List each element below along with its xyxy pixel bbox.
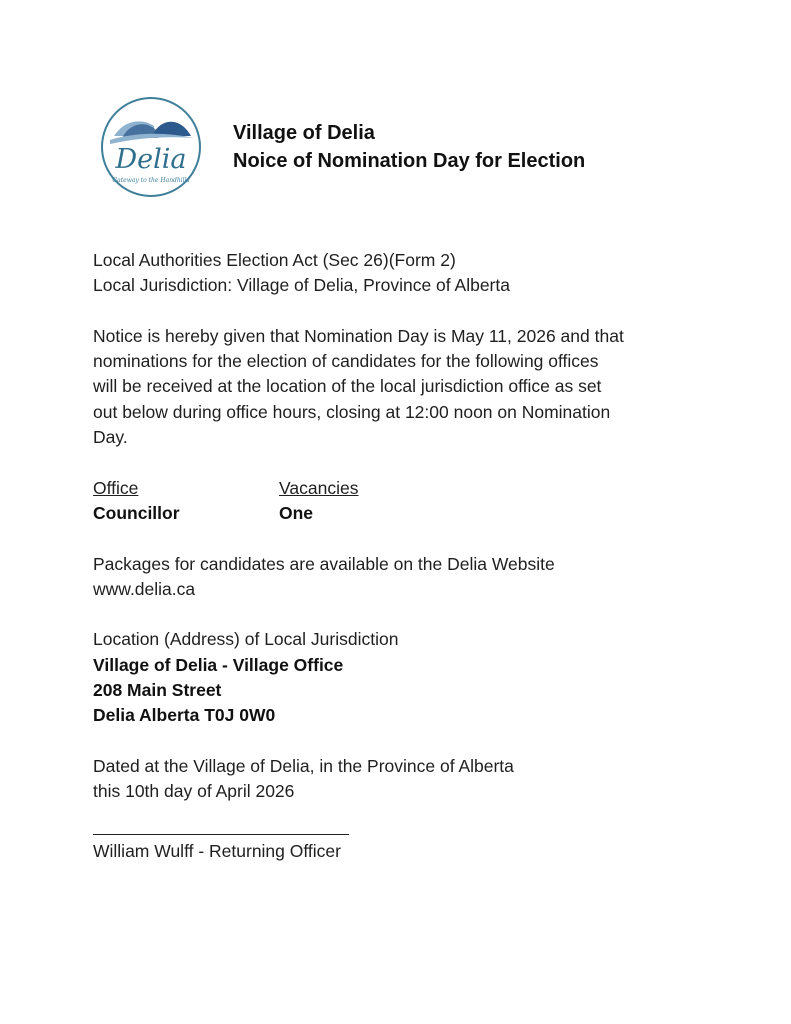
address-line: Delia Alberta T0J 0W0 [93, 705, 276, 726]
notice-line: out below during office hours, closing at 12:00 noon on Nomination [93, 401, 611, 422]
office-table [93, 476, 703, 527]
office-table-row [93, 501, 703, 526]
dated-line: Dated at the Village of Delia, in the Province of Alberta [93, 755, 514, 776]
vacancies-cell: One [279, 502, 314, 523]
notice-line: will be received at the location of the local jurisdiction office as set [93, 376, 602, 397]
notice-line: Day. [93, 427, 128, 448]
title-line-village: Village of Delia [233, 122, 375, 144]
notice-line: Notice is hereby given that Nomination Day is May 11, 2026 and that [93, 325, 624, 346]
notice-paragraph [93, 324, 703, 450]
act-reference: Local Authorities Election Act (Sec 26)(Form 2) [93, 250, 456, 270]
dated-line: this 10th day of April 2026 [93, 781, 295, 802]
office-address [93, 653, 703, 729]
signature-name: William Wulff - Returning Officer [93, 840, 341, 861]
packages-line: Packages for candidates are available on the Delia Website [93, 553, 555, 574]
office-header: Office [93, 477, 139, 498]
office-table-header [93, 476, 703, 501]
notice-line: nominations for the election of candidates for the following offices [93, 351, 599, 372]
notice-body [93, 248, 703, 864]
website-link[interactable]: www.delia.ca [93, 578, 196, 599]
signature-line [93, 834, 349, 835]
village-logo-graphic [96, 96, 206, 198]
logo-wordmark: Delia [115, 144, 187, 175]
vacancies-header: Vacancies [279, 477, 359, 498]
title-line-notice: Noice of Nomination Day for Election [233, 150, 586, 172]
location-label: Location (Address) of Local Jurisdiction [93, 629, 399, 650]
office-cell: Councillor [93, 502, 180, 523]
jurisdiction-line: Local Jurisdiction: Village of Delia, Province of Alberta [93, 275, 510, 296]
address-line: 208 Main Street [93, 680, 222, 701]
logo-tagline: Gateway to the Handhills [112, 177, 190, 184]
address-line: Village of Delia - Village Office [93, 654, 344, 675]
village-logo [96, 96, 206, 198]
notice-title [233, 119, 585, 175]
